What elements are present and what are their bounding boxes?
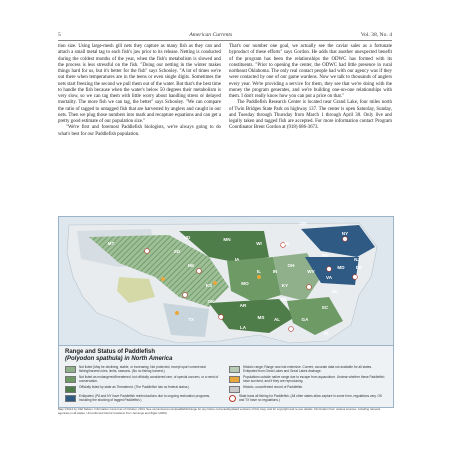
legend-item <box>229 386 387 393</box>
legend-item <box>65 376 223 384</box>
paragraph: "We're first and foremost Paddlefish biologists, we're always going to do what's best for our Paddlefish population. <box>58 125 221 137</box>
paragraph: That's our number one goal, we actually see the caviar sales as a fortunate byproduct of these efforts" says Gordon. He adds that another unexpected benefit of the program has been the relationships the ODWC has formed with its constituents. "Prior to opening the center, the ODWC had little presence in rural northeast Oklahoma. The only real contact people had with our agency was if they were contacted by one of our game wardens. Now we talk to thousands of anglers every year. We're providing a service for them, they see that we're doing with the money the program generates, and we're building one-on-one relationships with them. I don't really know how you can put a price on that." <box>229 44 392 99</box>
state-label-ne: NE <box>187 263 195 268</box>
header-rule <box>58 40 392 41</box>
state-label-ks: KS <box>205 283 213 288</box>
state-label-de: DE <box>355 265 363 270</box>
legend-swatch <box>229 386 240 393</box>
legend-swatch <box>229 376 240 383</box>
legend-text: Historic range; Range now lost extensive. Current, accurate data not available for all states. Extirpated from Great Lakes and Great Lakes drainage. <box>243 365 372 373</box>
state-label-nc: NC <box>331 289 339 294</box>
legend-swatch <box>65 386 76 393</box>
state-label-ms: MS <box>257 315 265 320</box>
state-label-tx: TX <box>188 317 194 322</box>
state-label-ar: AR <box>239 303 247 308</box>
figure-caption: Map ©2014 by Olaf Nelson. Information current as of October, 2014. See nezumisoma.com/paddlefish/range for any future corrected/updated versions of this map, and for copyright and re-use details. Information from various sources, including relevant agencies in all states. Unconfirmed historic locations from Jennings and Zigler (2000). <box>58 407 381 415</box>
state-label-wi: WI <box>256 241 262 246</box>
legend-swatch <box>65 395 76 402</box>
state-label-in: IN <box>272 269 278 274</box>
legend-text: Extirpated. (PA and NY have Paddlefish reintroductions due to ongoing restoration programs, including the stocking of tagged Paddlefish.) <box>79 394 211 402</box>
state-label-md: MD <box>337 265 345 270</box>
column-right <box>229 44 392 216</box>
map-legend <box>59 345 393 408</box>
journal-page <box>58 30 392 420</box>
state-label-nj: NJ <box>354 257 360 262</box>
legend-item <box>65 366 223 374</box>
range-map-figure <box>58 216 394 408</box>
state-label-ok: OK <box>207 299 215 304</box>
legend-text: Not listed as endangered/threatened, but officially considered rare, of special concern, or a need of conservation. <box>79 375 219 383</box>
legend-text: Not listed (May be declining, stable, or increasing; Not protected, except sport commercial fishing/harvest rules, limits, seasons. (No no fishing harvest.) <box>79 365 206 373</box>
state-label-mt: MT <box>107 241 115 246</box>
legend-text: Populations outside native range due to escape from aquaculture. Unclear whether these Paddlefish have survived, and if they are reproducing. <box>243 375 385 383</box>
volume-info: Vol. 38, No. 4 <box>360 31 392 38</box>
state-label-wv: WV <box>307 269 315 274</box>
state-label-ga: GA <box>301 317 309 322</box>
paragraph: tion size. Using large-mesh gill nets they capture as many fish as they can and attach a small metal tag to each fish's jaw prior to its release. Netting is conducted during the coldest months of the year, when the fish's metabolism is slowed and the process is less stressful on the fish. "Doing our netting in the winter makes things hard for us, but it's better for the fish" says Schooley. "A lot of times we're out there when temperatures are in the teens or even single digits. Sometimes the nets start freezing the second we pull them out of the water. But that's the best time to handle the fish because when the water's below 50 degrees their metabolism is very slow, so we can tag them with little worry about handling stress or delayed mortality. The more fish we can tag, the better" says Schooley. "We can compare the ratio of tagged to untagged fish that are harvested by anglers and caught in our nets. Then we plug those numbers into mark and recapture equations and can get a pretty good estimate of our population size." <box>58 44 221 124</box>
state-label-sd: SD <box>173 249 181 254</box>
legend-swatch <box>65 376 76 383</box>
paragraph: The Paddlefish Research Center is located near Grand Lake, four miles north of Twin Bridges State Park on highway 137. The center is open Saturday, Sunday, and Tuesday through Thursday from March 1 through April 30. Only live and legally taken and tagged fish are accepted. For more information contact Program Coordinator Brent Gordon at (918) 686-3673. <box>229 100 392 131</box>
state-label-mn: MN <box>223 237 231 242</box>
legend-text: State bans all fishing for Paddlefish. (All other states allow capture in some form, regulations vary. OK and TX have no regulations.) <box>239 394 383 402</box>
state-label-al: AL <box>273 317 281 322</box>
legend-text: Officially listed by state as Threatened. (The Paddlefish has no federal status.) <box>79 385 190 389</box>
state-label-il: IL <box>256 269 262 274</box>
column-left <box>58 44 221 216</box>
state-label-nd: ND <box>183 235 191 240</box>
legend-title-sub: (Polyodon spathula) in North America <box>65 356 173 362</box>
range-map <box>59 217 393 345</box>
state-label-ky: KY <box>281 283 289 288</box>
state-label-ny: NY <box>341 231 349 236</box>
state-label-pa: PA <box>321 253 329 258</box>
legend-swatch <box>229 366 240 373</box>
state-label-on: ON <box>299 221 307 226</box>
state-label-mo: MO <box>241 281 249 286</box>
state-label-la: LA <box>239 325 247 330</box>
state-label-mi: MI <box>284 241 290 246</box>
legend-item <box>65 395 223 403</box>
legend-item <box>229 376 387 384</box>
state-label-tn: TN <box>279 297 287 302</box>
legend-swatch <box>65 366 76 373</box>
legend-item <box>229 366 387 374</box>
legend-title-main: Range and Status of Paddlefish <box>65 349 156 355</box>
state-label-va: VA <box>325 275 333 280</box>
no-fishing-marker-icon <box>229 395 236 402</box>
state-label-fl: FL <box>324 331 330 336</box>
legend-text: Historic, unconfirmed record of Paddlefish. <box>243 385 304 389</box>
state-label-ia: IA <box>234 257 240 262</box>
state-label-oh: OH <box>287 263 295 268</box>
legend-item <box>229 395 387 403</box>
journal-title: American Currents <box>189 31 233 38</box>
article-columns <box>58 44 392 216</box>
page-header <box>58 30 392 39</box>
state-label-sc: SC <box>321 305 329 310</box>
legend-item <box>65 386 223 393</box>
page-number: 5 <box>58 31 61 38</box>
legend-title <box>65 349 245 363</box>
